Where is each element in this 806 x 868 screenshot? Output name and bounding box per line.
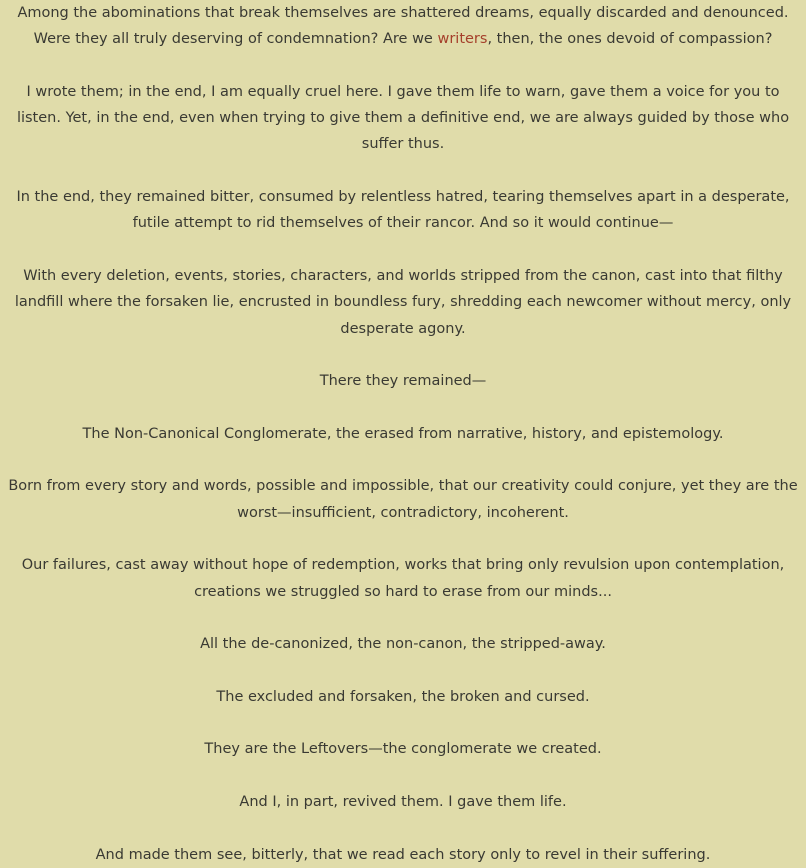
paragraph-1 — [8, 0, 798, 53]
paragraph-9: All the de-canonized, the non-canon, the stripped-away. — [200, 636, 606, 653]
paragraph-2: I wrote them; in the end, I am equally cruel here. I gave them life to warn, gave them a voice for you to listen. Yet, in the end, even when trying to give them a definitive end, we are always guided by those who suffer thus. — [16, 83, 790, 153]
writers-link[interactable]: writers — [437, 31, 488, 48]
paragraph-7: Born from every story and words, possible and impossible, that our creativity could conjure, yet they are the worst—insufficient, contradictory, incoherent. — [8, 478, 798, 521]
paragraph-3: In the end, they remained bitter, consumed by relentless hatred, tearing themselves apart in a desperate, futile attempt to rid themselves of their rancor. And so it would continue— — [16, 189, 790, 232]
paragraph-6: The Non-Canonical Conglomerate, the erased from narrative, history, and epistemology. — [82, 425, 724, 442]
paragraph-13: And made them see, bitterly, that we read each story only to revel in their suffering. — [95, 846, 711, 863]
paragraph-11: They are the Leftovers—the conglomerate we created. — [204, 741, 602, 758]
paragraph-5: There they remained— — [319, 373, 487, 390]
paragraph-1-text-after: , then, the ones devoid of compassion? — [487, 31, 773, 48]
paragraph-4: With every deletion, events, stories, characters, and worlds stripped from the canon, cast into that filthy landfill where the forsaken lie, encrusted in boundless fury, shredding each newcomer without mercy, only desperate agony. — [14, 267, 792, 337]
paragraph-1-text-before: Among the abominations that break themselves are shattered dreams, equally discarded and denounced. Were they all truly deserving of condemnation? Are we — [17, 5, 789, 48]
paragraph-8: Our failures, cast away without hope of redemption, works that bring only revulsion upon contemplation, creations we struggled so hard to erase from our minds... — [21, 557, 785, 600]
paragraph-12: And I, in part, revived them. I gave them life. — [239, 793, 567, 810]
paragraph-10: The excluded and forsaken, the broken and cursed. — [216, 688, 590, 705]
